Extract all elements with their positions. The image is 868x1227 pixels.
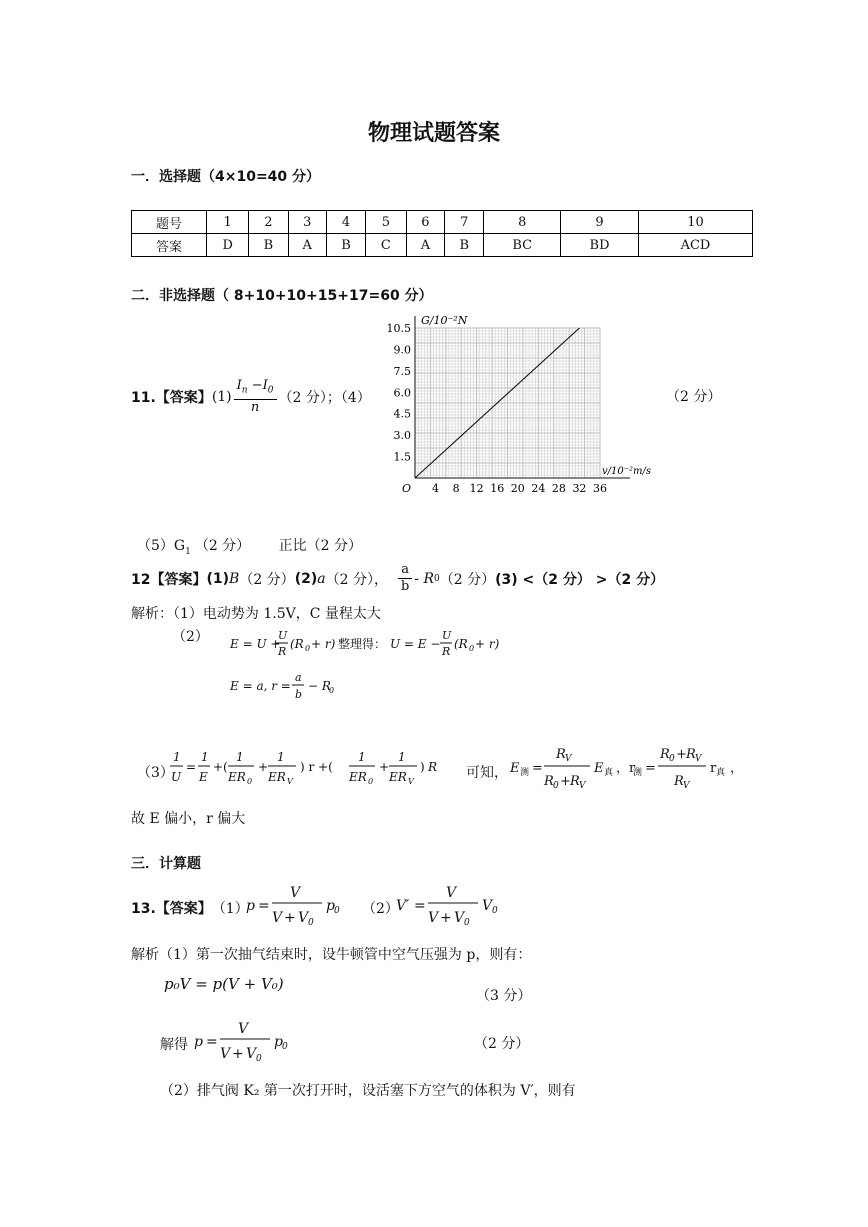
g-v-chart [380,310,660,500]
fraction-numerator: I [236,378,242,393]
section1-heading: 一．选择题（4×10=40 分） [131,169,321,185]
x-tick-label: 32 [572,482,587,495]
svg-text:ER: ER [349,770,367,784]
answer-cell: C [366,234,407,257]
y-tick-label: 3.0 [393,429,411,443]
svg-text:+: + [440,910,452,926]
subscript: 0 [267,385,274,396]
svg-text:V: V [298,910,309,926]
q13-a2: （2） [362,901,399,917]
q12-analysis1: 解析：（1）电动势为 1.5V，C 量程太大 [131,606,381,622]
svg-text:V: V [446,885,457,901]
svg-text:0: 0 [464,918,470,928]
svg-text:ER: ER [228,770,246,784]
svg-text:p: p [194,1034,203,1050]
fraction-denominator: n [250,399,260,415]
svg-text:V: V [287,777,293,786]
svg-text:1: 1 [201,750,209,764]
q13-score2: （2 分） [474,1036,530,1052]
part5-proportional: 正比（2 分） [278,538,362,554]
answer-cell: A [406,234,444,257]
q13-solution-formula [192,1016,302,1066]
svg-text:1: 1 [358,750,366,764]
fraction-denominator: b [400,579,410,594]
svg-text:=: = [206,1034,218,1050]
q11-part1: (1) [211,388,232,405]
answer-B: B [229,570,240,587]
answer-cell: A [288,234,326,257]
svg-text:V: V [220,1046,231,1062]
q12-p2-label: （2） [172,629,209,645]
table-row [132,234,753,257]
svg-text:测: 测 [520,768,530,778]
number-cell: 2 [249,211,288,234]
number-cell: 1 [207,211,249,234]
q12-conclusion: 故 E 偏小，r 偏大 [131,811,246,827]
number-cell: 8 [484,211,561,234]
svg-text:V: V [272,910,283,926]
y-tick-label: 6.0 [393,386,411,400]
svg-text:整理得：: 整理得： [338,637,387,651]
svg-text:=: = [645,761,656,776]
svg-text:V: V [579,781,586,791]
svg-text:R: R [556,747,566,762]
number-cell: 9 [561,211,639,234]
y-axis-label: G/10⁻²N [421,314,468,327]
answer-cell: B [326,234,365,257]
number-cell: 3 [288,211,326,234]
svg-text:p: p [326,898,335,914]
svg-text:R: R [428,760,438,774]
svg-text:+ r): + r) [311,637,336,651]
answer-cell: B [445,234,484,257]
svg-text:R: R [544,774,554,789]
svg-text:0: 0 [469,644,475,653]
svg-text:r: r [710,761,717,776]
number-cell: 10 [638,211,752,234]
subscript: 0 [434,573,440,584]
svg-text:0: 0 [329,686,335,695]
svg-text:(R: (R [454,637,468,651]
q12-score2: （2 分）， [325,571,388,588]
fraction-numerator-rest: −I [247,378,268,393]
x-tick-label: 28 [551,482,566,495]
svg-text:V: V [246,1046,257,1062]
svg-text:a: a [295,671,302,684]
x-tick-label: 24 [531,482,546,495]
section3-heading: 三．计算题 [131,856,201,872]
number-cell: 4 [326,211,365,234]
q11-score1: （2 分）；（4） [278,389,371,406]
svg-text:+: + [379,760,390,774]
svg-text:V′: V′ [396,898,410,914]
svg-text:真: 真 [604,768,614,778]
svg-text:0: 0 [334,906,340,916]
svg-text:，r: ，r [616,761,636,776]
q13-equation: p₀V = p(V + V₀) [164,975,284,993]
svg-text:+: + [676,747,687,762]
q13-a1: （1） [211,901,249,917]
svg-text:，: ， [730,761,744,776]
q11-score2: （2 分） [666,389,722,405]
q12-answer [131,562,664,595]
part5-score: （2 分） [194,538,251,554]
number-cell: 6 [406,211,444,234]
svg-text:E: E [510,761,520,776]
svg-text:R: R [660,747,670,762]
q13-part2: （2）排气阀 K₂ 第一次打开时，设活塞下方空气的体积为 V′，则有 [160,1083,576,1099]
svg-text:R: R [278,645,287,658]
part5-label: （5）G [137,538,186,554]
svg-text:U = E −: U = E − [390,637,441,651]
x-tick-label: 8 [452,482,460,495]
x-axis-label: v/10⁻²m/s [602,466,652,477]
answer-table [131,210,753,257]
svg-text:+ r): + r) [475,637,500,651]
svg-text:): ) [420,760,425,774]
q12-conclude-lead: 可知， [466,765,508,781]
x-tick-label: 12 [469,482,484,495]
x-tick-label: 4 [432,482,440,495]
q12-p2: (2) [294,570,318,587]
y-tick-label: 4.5 [393,407,411,421]
svg-text:=: = [186,760,197,774]
subscript: n [241,385,248,396]
svg-text:E: E [199,770,208,784]
svg-text:p: p [246,898,255,914]
x-tick-label: 20 [510,482,525,495]
page-title: 物理试题答案 [367,121,500,146]
svg-text:0: 0 [247,777,253,786]
svg-text:1: 1 [277,750,285,764]
y-tick-label: 1.5 [393,450,411,464]
q13-answer [131,898,249,918]
origin-label: O [401,482,411,495]
svg-text:V: V [290,885,301,901]
svg-text:ER: ER [268,770,286,784]
q11-answer [131,378,371,416]
q11-part5 [137,535,362,557]
q11-fraction [234,378,277,416]
q12-label: 12【答案】 [131,571,207,588]
q13-solve: 解得 [160,1037,188,1053]
answer-label: 答案 [132,234,207,257]
svg-text:(R: (R [290,637,304,651]
q13-analysis: 解析（1）第一次抽气结束时，设牛顿管中空气压强为 p，则有： [131,947,532,963]
svg-text:0: 0 [305,644,311,653]
q12-equation3 [168,745,458,795]
svg-text:V: V [565,754,572,764]
svg-text:=: = [258,898,270,914]
y-tick-label: 9.0 [393,343,411,357]
answer-cell: BD [561,234,639,257]
svg-text:p: p [274,1034,283,1050]
section2-heading: 二．非选择题（ 8+10+10+15+17=60 分） [131,288,433,304]
q12-p1: (1) [206,570,230,587]
answer-cell: D [207,234,249,257]
svg-text:V: V [482,898,493,914]
svg-text:U: U [171,770,182,784]
q12-result-formula [508,740,748,796]
svg-text:V: V [695,754,702,764]
svg-text:+: + [284,910,296,926]
svg-text:+: + [232,1046,244,1062]
svg-text:U: U [442,629,452,642]
subscript: 1 [185,546,191,557]
svg-text:+: + [258,760,269,774]
y-tick-label: 10.5 [386,322,411,335]
svg-text:b: b [295,688,303,701]
minus-r0: - R [414,570,435,587]
q12-equations [228,626,528,706]
x-tick-label: 36 [593,482,607,495]
svg-text:E: E [594,761,604,776]
fraction-numerator: a [398,562,412,579]
y-tick-label: 7.5 [393,364,411,378]
svg-text:V: V [428,910,439,926]
svg-text:R: R [570,774,580,789]
q12-p3: (3) <（2 分） >（2 分） [495,571,665,588]
svg-text:0: 0 [282,1042,288,1052]
svg-text:) r +(: ) r +( [300,760,333,774]
a-over-b [398,562,412,595]
answer-cell: ACD [638,234,752,257]
svg-text:测: 测 [633,768,643,778]
svg-text:0: 0 [492,906,498,916]
header-label: 题号 [132,211,207,234]
q12-p3-label: （3） [137,765,174,781]
number-cell: 7 [445,211,484,234]
q11-label: 11.【答案】 [131,389,212,406]
number-cell: 5 [366,211,407,234]
svg-text:E = a, r =: E = a, r = [230,679,291,693]
svg-text:0: 0 [553,781,559,791]
svg-text:1: 1 [236,750,244,764]
q13-label: 13.【答案】 [131,901,212,917]
q12-score3: （2 分） [439,571,496,588]
q12-score1: （2 分） [239,571,295,588]
svg-text:U: U [278,629,288,642]
svg-text:E = U +: E = U + [230,637,281,651]
svg-text:0: 0 [256,1054,262,1064]
table-row [132,211,753,234]
svg-text:R: R [442,645,451,658]
answer-cell: B [249,234,288,257]
svg-text:0: 0 [368,777,374,786]
svg-text:R: R [674,774,684,789]
svg-text:+(: +( [213,760,228,774]
svg-text:V: V [408,777,414,786]
svg-text:=: = [532,761,543,776]
svg-text:+: + [560,774,571,789]
svg-text:0: 0 [308,918,314,928]
answer-a: a [317,570,326,587]
svg-text:V: V [454,910,465,926]
answer-cell: BC [484,234,561,257]
svg-text:0: 0 [669,754,675,764]
q13-score3: （3 分） [476,988,532,1004]
x-tick-label: 16 [490,482,505,495]
svg-text:=: = [414,898,426,914]
svg-text:1: 1 [173,750,181,764]
svg-text:− R: − R [308,679,331,693]
svg-text:真: 真 [716,768,726,778]
svg-text:R: R [686,747,696,762]
svg-text:V: V [683,781,690,791]
svg-text:ER: ER [389,770,407,784]
svg-text:V: V [238,1021,249,1037]
svg-text:1: 1 [398,750,406,764]
